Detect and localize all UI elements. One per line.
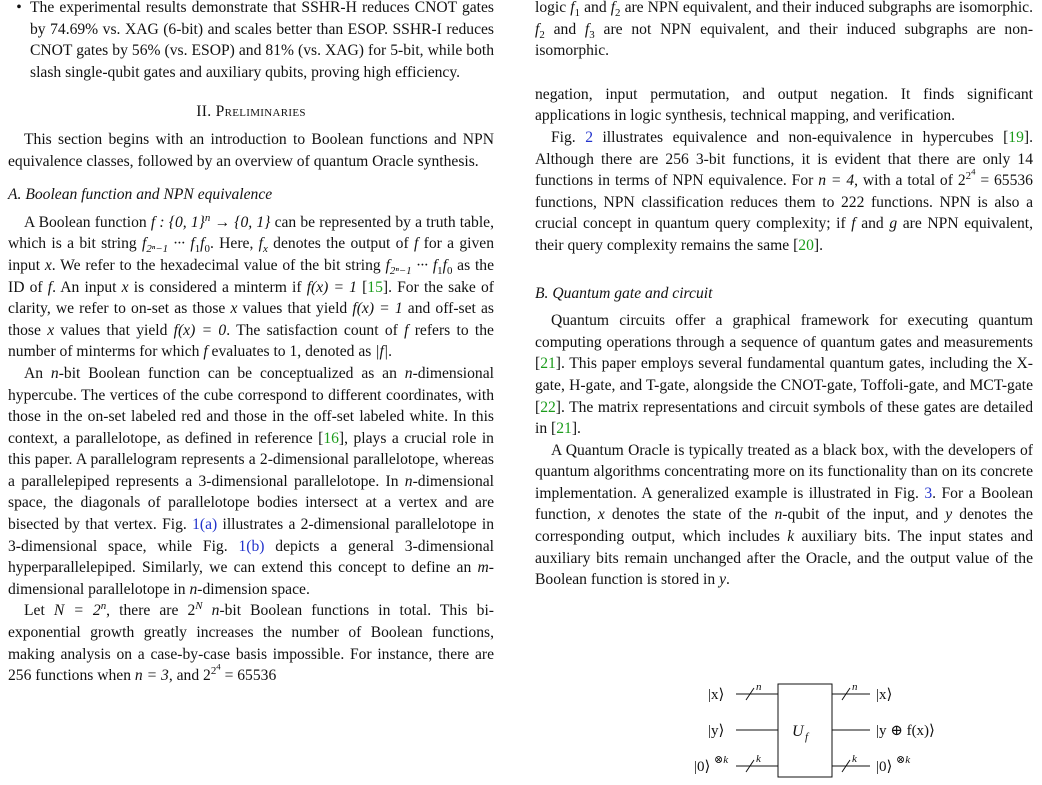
citation-22[interactable]: 22	[540, 398, 556, 416]
contribution-bullet	[8, 0, 494, 83]
figure-ref-1b[interactable]: 1(b)	[238, 537, 265, 555]
section-intro: This section begins with an introduction to Boolean functions and NPN equivalence classes, followed by an overview of quantum Oracle synthesis.	[8, 130, 494, 170]
oracle-circuit-diagram	[690, 680, 970, 785]
left-column	[8, 0, 494, 687]
output-y-label: |y ⊕ f(x)⟩	[876, 723, 935, 739]
paragraph-quantum-circuits: Quantum circuits offer a graphical framework for executing quantum computing operations through a sequence of quantum gates and measurements [21]. This paper employs several fundamental quantum gates, including the X-gate, H-gate, and T-gate, alongside the CNOT-gate, Toffoli-gate, and MCT-gate [22]. The matrix representations and circuit symbols of these gates are detailed in [21].	[535, 312, 1033, 438]
bus-width-k-in: k	[756, 753, 761, 765]
section-heading	[8, 101, 494, 123]
citation-16[interactable]: 16	[323, 429, 339, 447]
output-aux-superscript: ⊗k	[896, 754, 911, 766]
subsection-b-heading: B. Quantum gate and circuit	[535, 284, 713, 302]
citation-15[interactable]: 15	[367, 278, 383, 296]
output-aux-label: |0⟩	[876, 759, 893, 775]
input-x-label: |x⟩	[708, 687, 725, 703]
figure-ref-1a[interactable]: 1(a)	[192, 516, 218, 534]
section-number: II.	[196, 103, 212, 121]
paragraph-hypercube: An n-bit Boolean function can be conceptualized as an n-dimensional hypercube. The vertices of the cube correspond to different coordinates, with those in the on-set labeled red and those in the off-set labeled white. In this context, a parallelotope, as defined in reference [16], plays a crucial role in this paper. A parallelogram represents a 2-dimensional parallelotope, whereas a parallelepiped represents a 3-dimensional parallelotope. In n-dimensional space, the diagonals of parallelotope bodies intersect at a vertex and are bisected by that vertex. Fig. 1(a) illustrates a 2-dimensional parallelotope in 3-dimensional space, while Fig. 1(b) depicts a general 3-dimensional hyperparallelepiped. Similarly, we can extend this concept to define an m-dimensional parallelotope in n-dimension space.	[8, 364, 494, 598]
paragraph-oracle: A Quantum Oracle is typically treated as a black box, with the developers of quantum algorithms concentrating more on its functionality than on its concrete implementation. A generalized example is illustrated in Fig. 3. For a Boolean function, x denotes the state of the n-qubit of the input, and y denotes the corresponding output, which includes k auxiliary bits. The input states and auxiliary bits remain unchanged after the Oracle, and the output value of the Boolean function is stored in y.	[535, 441, 1034, 589]
input-y-label: |y⟩	[708, 723, 725, 739]
paragraph-count: Let $N = 2^n$, there are $2^N$ n-bit Boolean functions in total. This bi-exponential growth greatly increases the number of Boolean functions, making analysis on a case-by-case basis impossible. For instance, there are 256 functions when n = 3, and $2^{2^4} = 65536$	[8, 600, 495, 685]
section-title: Preliminaries	[215, 103, 306, 121]
bus-width-k-out: k	[852, 753, 857, 765]
figure-ref-2[interactable]: 2	[585, 128, 593, 146]
right-column	[535, 0, 1033, 591]
citation-19[interactable]: 19	[1008, 128, 1024, 146]
input-aux-label: |0⟩	[694, 759, 711, 775]
paragraph-negation: negation, input permutation, and output negation. It finds significant applications in logic synthesis, technical mapping, and verification.	[535, 85, 1033, 125]
uf-gate-label: U	[792, 723, 804, 740]
citation-21-second[interactable]: 21	[556, 420, 572, 438]
output-x-label: |x⟩	[876, 687, 893, 703]
bullet-icon: •	[16, 0, 22, 16]
citation-20[interactable]: 20	[798, 236, 814, 254]
paragraph-boolean-function: A Boolean function f : {0, 1}$^n$ → {0, 1} can be represented by a truth table, which is a bit string $f_{2^n-1}$ ··· $f_1f_0$. Here, $f_x$ denotes the output of f for a given input x. We refer to the hexadecimal value of the bit string $f_{2^n-1}$ ··· $f_1f_0$ as the ID of f. An input x is considered a minterm if f(x) = 1 [15]. For the sake of clarity, we refer to on-set as those x values that yield f(x) = 1 and off-set as those x values that yield f(x) = 0. The satisfaction count of f refers to the number of minterms for which f evaluates to 1, denoted as |f|.	[8, 211, 495, 361]
paragraph-fig2: Fig. 2 illustrates equivalence and non-equivalence in hypercubes [19]. Although there are 256 3-bit functions, it is evident that there are only 14 functions in terms of NPN equivalence. For n = 4, with a total of $2^{2^4} = 65536$ functions, NPN classification reduces them to 222 functions. NPN is also a crucial concept in quantum query complexity; if f and g are NPN equivalent, their query complexity remains the same [20].	[535, 128, 1033, 254]
bullet-text: The experimental results demonstrate that SSHR-H reduces CNOT gates by 74.69% vs. XAG (6-bit) and scales better than ESOP. SSHR-I reduces CNOT gates by 56% (vs. ESOP) and 81% (vs. XAG) for 5-bit, while both slash single-qubit gates and auxiliary qubits, proving high efficiency.	[30, 0, 494, 81]
subsection-a-heading: A. Boolean function and NPN equivalence	[8, 186, 273, 204]
uf-gate-subscript: f	[805, 731, 809, 743]
input-aux-superscript: ⊗k	[714, 754, 729, 766]
figure-ref-3[interactable]: 3	[924, 484, 933, 502]
figure-caption-tail: logic $f_1$ and $f_2$ are NPN equivalent, and their induced subgraphs are isomorphic. $f_2$ and $f_3$ are not NPN equivalent, and their induced subgraphs are non-isomorphic.	[535, 0, 1034, 60]
bus-width-n-out: n	[852, 681, 858, 693]
bus-width-n-in: n	[756, 681, 762, 693]
citation-21[interactable]: 21	[540, 355, 556, 373]
